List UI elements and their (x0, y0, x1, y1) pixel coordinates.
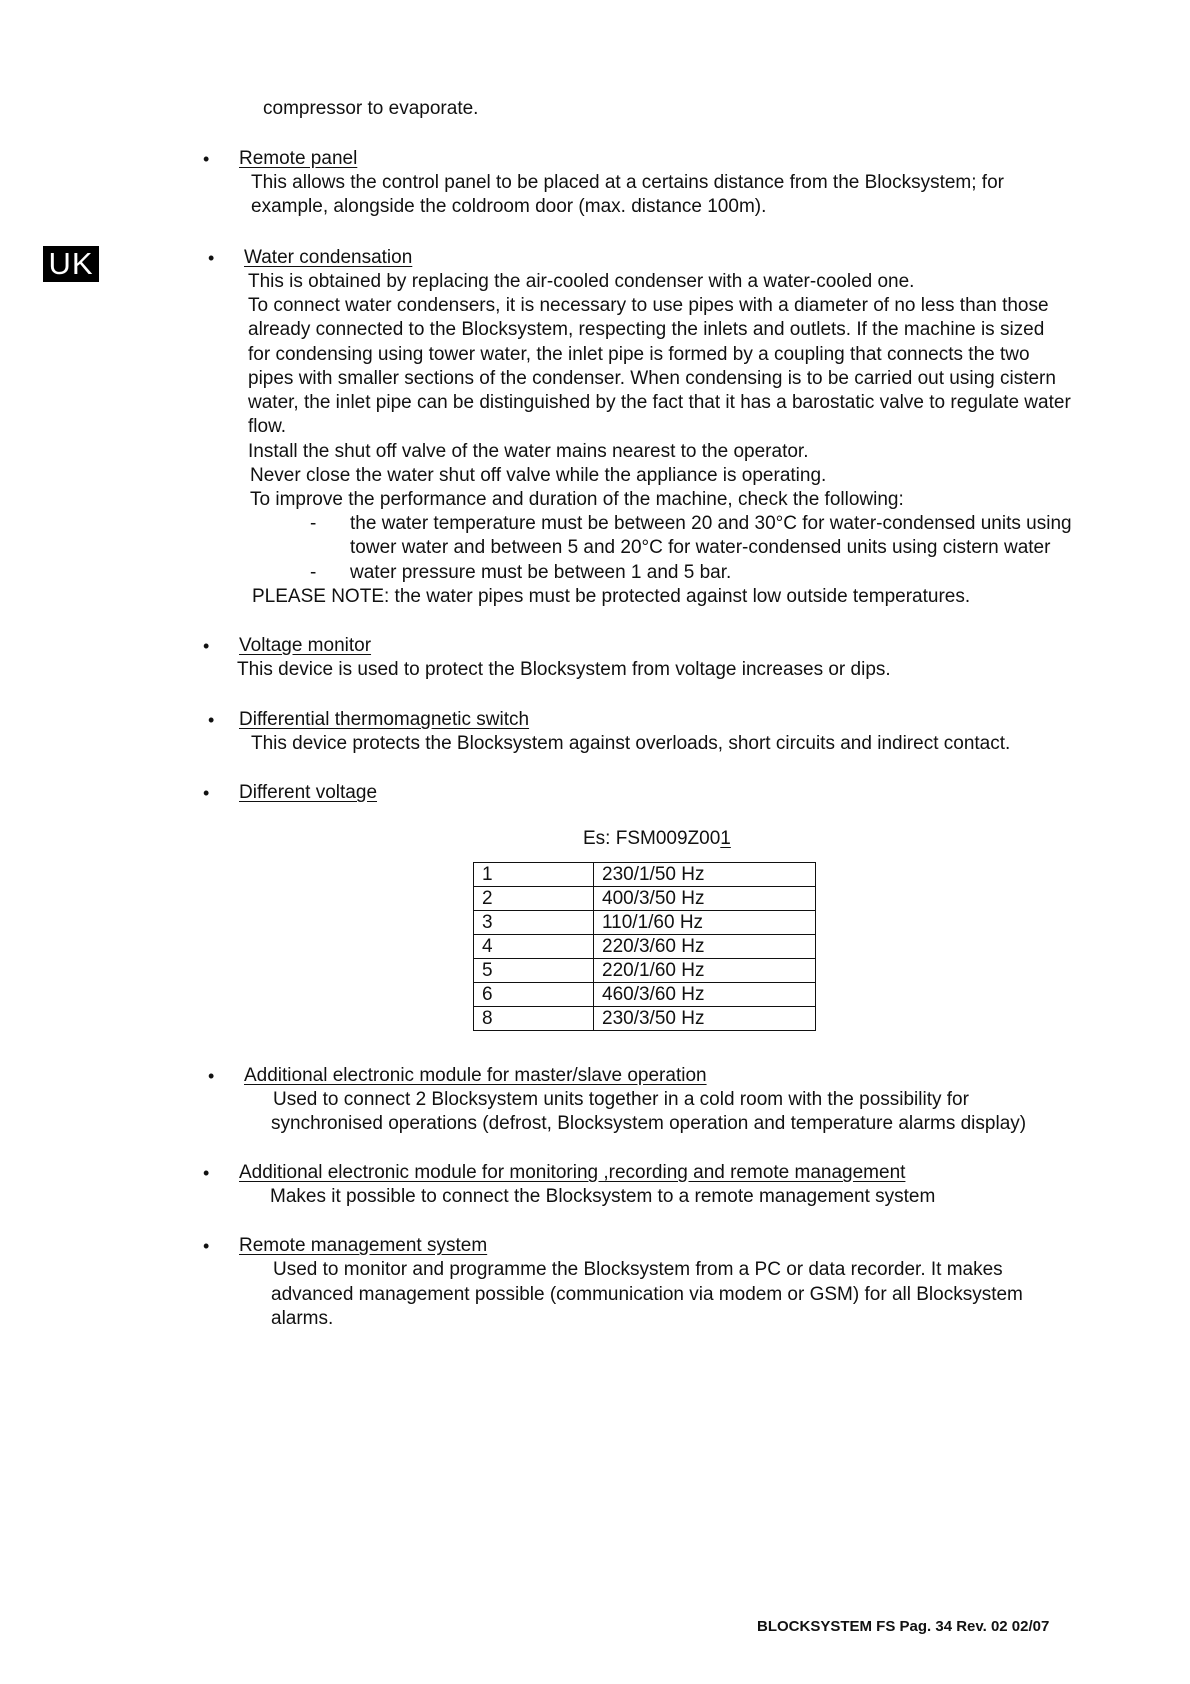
text-line: This device protects the Blocksystem against overloads, short circuits and indirect contact. (251, 733, 1011, 754)
code-cell: 5 (474, 959, 594, 983)
bullet-icon: • (208, 710, 215, 730)
dash-item-continuation: tower water and between 5 and 20°C for water-condensed units using cistern water (350, 537, 1051, 558)
dash-item: water pressure must be between 1 and 5 bar. (350, 562, 732, 583)
voltage-cell: 230/3/50 Hz (594, 1007, 816, 1031)
uk-language-tab: UK (43, 246, 99, 282)
text-line: This allows the control panel to be placed at a certains distance from the Blocksystem; for (251, 172, 1004, 193)
text-line: To improve the performance and duration of the machine, check the following: (250, 489, 904, 510)
bullet-icon: • (203, 1163, 210, 1183)
voltage-cell: 230/1/50 Hz (594, 863, 816, 887)
text-line: Install the shut off valve of the water mains nearest to the operator. (248, 441, 809, 462)
section-title-monitoring-module: Additional electronic module for monitoring ,recording and remote management (239, 1162, 906, 1183)
text-line: alarms. (271, 1308, 334, 1329)
bullet-icon: • (208, 248, 215, 268)
voltage-cell: 220/3/60 Hz (594, 935, 816, 959)
text-line: water, the inlet pipe can be distinguished by the fact that it has a barostatic valve to regulate water (248, 392, 1071, 413)
table-row (474, 935, 816, 959)
text-line: for condensing using tower water, the inlet pipe is formed by a coupling that connects the two (248, 344, 1030, 365)
text-line: This device is used to protect the Blocksystem from voltage increases or dips. (237, 659, 891, 680)
voltage-cell: 400/3/50 Hz (594, 887, 816, 911)
text-line: Makes it possible to connect the Blocksystem to a remote management system (270, 1186, 936, 1207)
voltage-table (473, 862, 816, 1031)
text-line: advanced management possible (communication via modem or GSM) for all Blocksystem (271, 1284, 1023, 1305)
text-line: Used to connect 2 Blocksystem units together in a cold room with the possibility for (273, 1089, 969, 1110)
table-row (474, 959, 816, 983)
text-line: Used to monitor and programme the Blocksystem from a PC or data recorder. It makes (273, 1259, 1003, 1280)
code-cell: 6 (474, 983, 594, 1007)
table-row (474, 863, 816, 887)
table-row (474, 1007, 816, 1031)
text-line: Never close the water shut off valve while the appliance is operating. (250, 465, 827, 486)
dash-item: the water temperature must be between 20 and 30°C for water-condensed units using (350, 513, 1072, 534)
table-row (474, 887, 816, 911)
voltage-cell: 110/1/60 Hz (594, 911, 816, 935)
bullet-icon: • (203, 1236, 210, 1256)
voltage-cell: 220/1/60 Hz (594, 959, 816, 983)
intro-line: compressor to evaporate. (263, 98, 479, 119)
code-cell: 3 (474, 911, 594, 935)
text-line: already connected to the Blocksystem, respecting the inlets and outlets. If the machine is sized (248, 319, 1045, 340)
text-line: pipes with smaller sections of the condenser. When condensing is to be carried out using cistern (248, 368, 1056, 389)
section-title-remote-management: Remote management system (239, 1235, 488, 1256)
code-cell: 4 (474, 935, 594, 959)
dash-icon: - (310, 562, 317, 583)
table-row (474, 983, 816, 1007)
bullet-icon: • (203, 149, 210, 169)
dash-icon: - (310, 513, 317, 534)
bullet-icon: • (203, 636, 210, 656)
text-line: example, alongside the coldroom door (max. distance 100m). (251, 196, 767, 217)
section-title-remote-panel: Remote panel (239, 148, 358, 169)
text-line: flow. (248, 416, 287, 437)
example-digit: 1 (720, 828, 731, 849)
page-footer: BLOCKSYSTEM FS Pag. 34 Rev. 02 02/07 (757, 1618, 1050, 1635)
please-note: PLEASE NOTE: the water pipes must be protected against low outside temperatures. (252, 586, 971, 607)
example-prefix: Es: FSM009Z00 (583, 828, 721, 849)
section-title-voltage-monitor: Voltage monitor (239, 635, 372, 656)
text-line: To connect water condensers, it is necessary to use pipes with a diameter of no less than those (248, 295, 1049, 316)
code-cell: 2 (474, 887, 594, 911)
section-title-differential-switch: Differential thermomagnetic switch (239, 709, 530, 730)
code-cell: 1 (474, 863, 594, 887)
text-line: This is obtained by replacing the air-cooled condenser with a water-cooled one. (248, 271, 915, 292)
example-code (583, 827, 731, 851)
section-title-different-voltage: Different voltage (239, 782, 378, 803)
bullet-icon: • (203, 783, 210, 803)
table-row (474, 911, 816, 935)
bullet-icon: • (208, 1066, 215, 1086)
section-title-water-condensation: Water condensation (244, 247, 413, 268)
code-cell: 8 (474, 1007, 594, 1031)
section-title-master-slave-module: Additional electronic module for master/slave operation (244, 1065, 707, 1086)
text-line: synchronised operations (defrost, Blocksystem operation and temperature alarms display) (271, 1113, 1027, 1134)
voltage-cell: 460/3/60 Hz (594, 983, 816, 1007)
